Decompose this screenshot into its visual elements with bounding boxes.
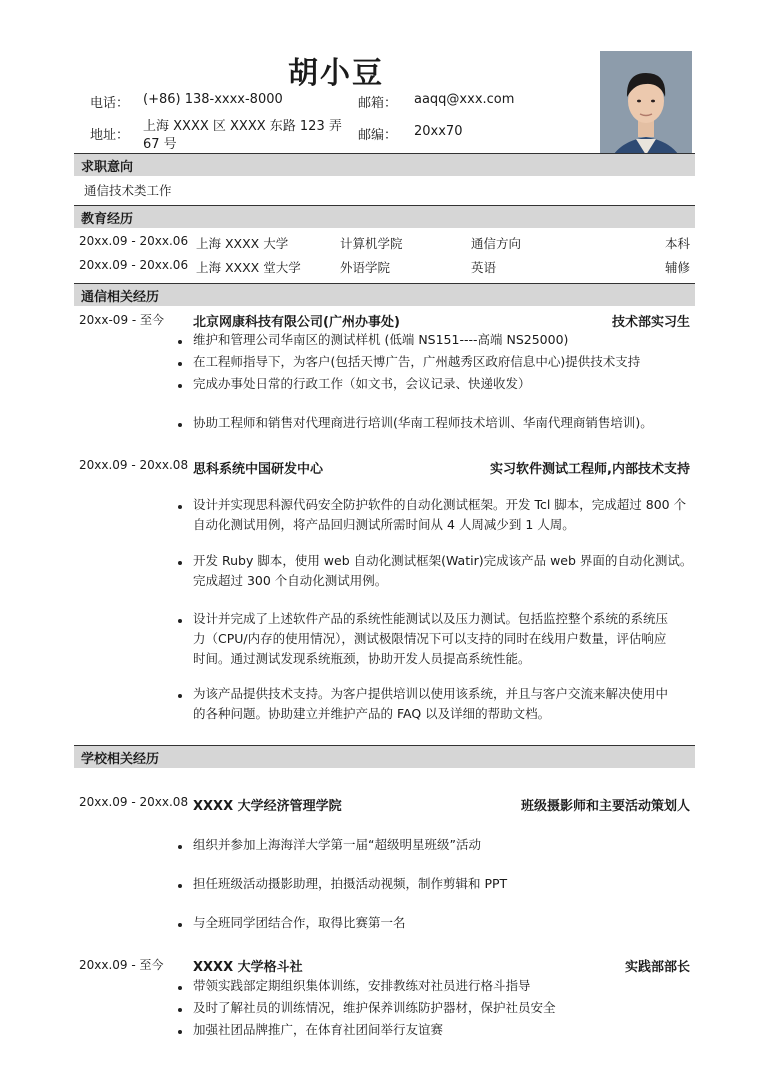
bullet-marker: [178, 423, 182, 427]
school-title: 学校相关经历: [81, 752, 160, 767]
job-2-bullet-3-line-3: 时间。通过测试发现系统瓶颈，协助开发人员提高系统性能。: [193, 651, 531, 666]
job-1-bullet-2: 在工程师指导下，为客户(包括天博广告，广州越秀区政府信息中心)提供技术支持: [193, 354, 641, 369]
education-degree-2: 辅修: [664, 260, 690, 275]
objective-title: 求职意向: [81, 160, 134, 175]
bullet-marker: [178, 884, 182, 888]
job-2-bullet-1: [193, 495, 698, 535]
job-1-company: 北京网康科技有限公司(广州办事处): [193, 315, 400, 330]
education-date-2: 20xx.09 - 20xx.06: [79, 258, 189, 272]
phone-label: 电话：: [90, 96, 130, 111]
objective-text: 通信技术类工作: [84, 183, 172, 198]
email-value: aaqq@xxx.com: [414, 92, 515, 107]
job-2-bullet-3-line-1: 设计并完成了上述软件产品的系统性能测试以及压力测试。包括监控整个系统的系统压: [193, 611, 669, 626]
education-major-2: 英语: [471, 260, 497, 275]
objective-section-header: [74, 153, 695, 176]
job-2-bullet-1-line-2: 自动化测试用例，将产品回归测试所需时间从 4 人周减少到 1 人周。: [193, 517, 575, 532]
job-2-bullet-3-line-2: 力（CPU/内存的使用情况），测试极限情况下可以支持的同时在线用户数量，评估响应: [193, 631, 667, 646]
bullet-marker: [178, 619, 182, 623]
job-2-date: 20xx.09 - 20xx.08: [79, 458, 189, 472]
job-2-bullet-2: [193, 551, 698, 591]
zip-label: 邮编：: [358, 128, 398, 143]
work-title: 通信相关经历: [81, 290, 160, 305]
job-2-bullet-2-line-2: 完成超过 300 个自动化测试用例。: [193, 573, 388, 588]
candidate-name: 胡小豆: [288, 56, 384, 91]
job-1-role: 技术部实习生: [611, 315, 690, 330]
job-2-bullet-2-line-1: 开发 Ruby 脚本，使用 web 自动化测试框架(Watir)完成该产品 web 界面的自动化测试。: [193, 553, 693, 568]
education-college-2: 外语学院: [340, 260, 391, 275]
bullet-marker: [178, 923, 182, 927]
education-school-1: 上海 XXXX 大学: [196, 236, 289, 251]
bullet-marker: [178, 1030, 182, 1034]
school-item-2-role: 实践部部长: [624, 960, 690, 975]
job-1-bullet-1: 维护和管理公司华南区的测试样机 (低端 NS151----高端 NS25000): [193, 332, 569, 347]
phone-value: (+86) 138-xxxx-8000: [143, 92, 283, 107]
email-label: 邮箱：: [358, 96, 398, 111]
job-2-bullet-1-line-1: 设计并实现思科源代码安全防护软件的自动化测试框架。开发 Tcl 脚本，完成超过 800 个: [193, 497, 687, 512]
bullet-marker: [178, 1008, 182, 1012]
job-2-bullet-4: [193, 684, 698, 724]
bullet-marker: [178, 340, 182, 344]
job-2-role: 实习软件测试工程师,内部技术支持: [490, 462, 690, 477]
education-college-1: 计算机学院: [340, 236, 403, 251]
job-2-bullet-3: [193, 609, 698, 669]
school-item-1-role: 班级摄影师和主要活动策划人: [520, 799, 690, 814]
education-section-header: [74, 205, 695, 228]
education-date-1: 20xx.09 - 20xx.06: [79, 234, 189, 248]
school-item-1-date: 20xx.09 - 20xx.08: [79, 795, 189, 809]
education-major-1: 通信方向: [471, 236, 522, 251]
address-line1: 上海 XXXX 区 XXXX 东路 123 弄: [143, 119, 342, 134]
school-item-1-bullet-2: 担任班级活动摄影助理，拍摄活动视频，制作剪辑和 PPT: [193, 876, 508, 891]
school-item-1-bullet-3: 与全班同学团结合作，取得比赛第一名: [193, 915, 406, 930]
education-degree-1: 本科: [664, 236, 690, 251]
bullet-marker: [178, 845, 182, 849]
school-item-1-bullet-1: 组织并参加上海海洋大学第一届“超级明星班级”活动: [193, 837, 481, 852]
job-1-date: 20xx-09 - 至今: [79, 313, 165, 327]
bullet-marker: [178, 362, 182, 366]
school-item-2-org: XXXX 大学格斗社: [193, 960, 303, 975]
work-section-header: [74, 283, 695, 306]
bullet-marker: [178, 694, 182, 698]
education-school-2: 上海 XXXX 堂大学: [196, 260, 301, 275]
address-label: 地址：: [90, 128, 130, 143]
bullet-marker: [178, 505, 182, 509]
school-item-2-bullet-3: 加强社团品牌推广，在体育社团间举行友谊赛: [193, 1022, 444, 1037]
bullet-marker: [178, 986, 182, 990]
bullet-marker: [178, 384, 182, 388]
school-item-2-bullet-2: 及时了解社员的训练情况，维护保养训练防护器材，保护社员安全: [193, 1000, 556, 1015]
school-item-2-bullet-1: 带领实践部定期组织集体训练，安排教练对社员进行格斗指导: [193, 978, 531, 993]
job-1-bullet-3: 完成办事处日常的行政工作（如文书，会议记录、快递收发）: [193, 376, 531, 391]
address-line2: 67 号: [143, 137, 177, 152]
school-item-1-org: XXXX 大学经济管理学院: [193, 799, 342, 814]
job-2-bullet-4-line-2: 的各种问题。协助建立并维护产品的 FAQ 以及详细的帮助文档。: [193, 706, 551, 721]
job-2-company: 思科系统中国研发中心: [193, 462, 324, 477]
job-1-bullet-4: 协助工程师和销售对代理商进行培训(华南工程师技术培训、华南代理商销售培训)。: [193, 415, 653, 430]
zip-value: 20xx70: [414, 124, 463, 139]
education-title: 教育经历: [81, 212, 134, 227]
school-item-2-date: 20xx.09 - 至今: [79, 958, 164, 972]
bullet-marker: [178, 561, 182, 565]
school-section-header: [74, 745, 695, 768]
job-2-bullet-4-line-1: 为该产品提供技术支持。为客户提供培训以使用该系统，并且与客户交流来解决使用中: [193, 686, 669, 701]
